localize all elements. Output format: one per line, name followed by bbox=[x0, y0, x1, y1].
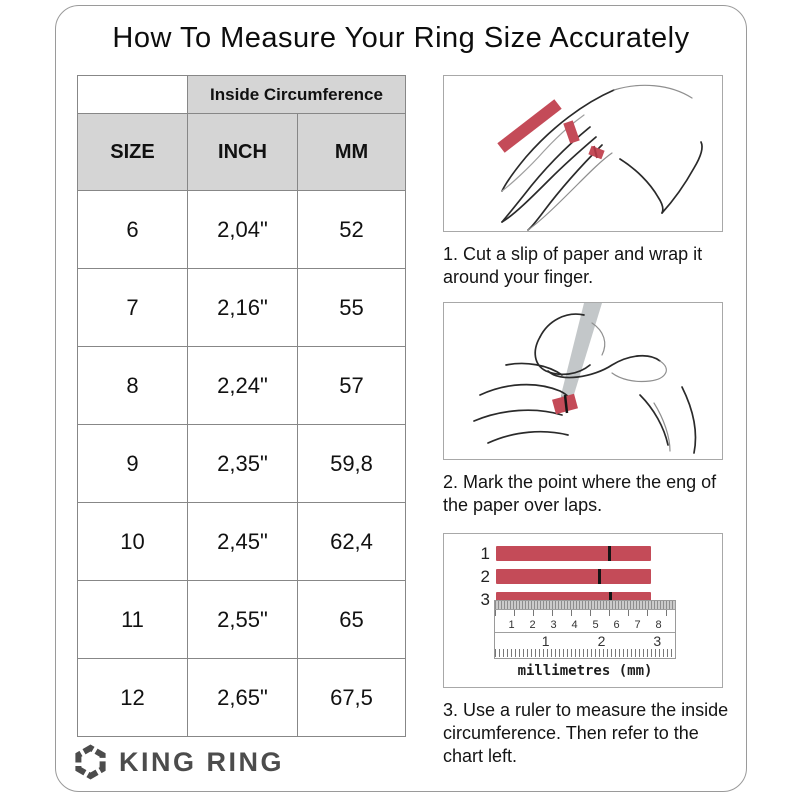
step1-image-box bbox=[443, 75, 723, 232]
mm-cell: 67,5 bbox=[298, 659, 406, 737]
paper-strip-2 bbox=[496, 569, 651, 584]
ruler-tick-number: 2 bbox=[529, 619, 536, 631]
hand-sketch bbox=[502, 85, 702, 230]
inside-circumference-header: Inside Circumference bbox=[188, 76, 406, 114]
table-row bbox=[78, 503, 406, 581]
inch-column-header: INCH bbox=[188, 114, 298, 191]
ruler-serrated-edge bbox=[495, 601, 675, 610]
ring-size-table bbox=[77, 75, 406, 737]
strip-label-3: 3 bbox=[480, 590, 490, 609]
table-row bbox=[78, 347, 406, 425]
ruler-top-scale bbox=[495, 610, 675, 632]
size-cell: 12 bbox=[78, 659, 188, 737]
ruler-bottom-scale bbox=[495, 632, 675, 657]
table-column-header-row bbox=[78, 114, 406, 191]
size-cell: 10 bbox=[78, 503, 188, 581]
ruler-tick-number: 5 bbox=[592, 619, 599, 631]
table-row bbox=[78, 191, 406, 269]
mm-cell: 62,4 bbox=[298, 503, 406, 581]
ruler-tick-number: 3 bbox=[550, 619, 557, 631]
mm-cell: 55 bbox=[298, 269, 406, 347]
inch-cell: 2,16" bbox=[188, 269, 298, 347]
paper-strip-1 bbox=[496, 546, 651, 561]
overlap-mark bbox=[598, 569, 601, 584]
ruler-tick-number: 4 bbox=[571, 619, 578, 631]
step2-caption: 2. Mark the point where the eng of the paper over laps. bbox=[443, 472, 717, 515]
table-row bbox=[78, 269, 406, 347]
size-cell: 8 bbox=[78, 347, 188, 425]
inch-cell: 2,24" bbox=[188, 347, 298, 425]
inch-cell: 2,35" bbox=[188, 425, 298, 503]
mm-column-header: MM bbox=[298, 114, 406, 191]
mm-cell: 52 bbox=[298, 191, 406, 269]
table-span-header-row bbox=[78, 76, 406, 114]
page-title: How To Measure Your Ring Size Accurately bbox=[112, 22, 690, 54]
step1-caption: 1. Cut a slip of paper and wrap it around your finger. bbox=[443, 244, 703, 287]
size-column-header: SIZE bbox=[78, 114, 188, 191]
hexagon-aperture-icon bbox=[73, 744, 108, 781]
mm-cell: 59,8 bbox=[298, 425, 406, 503]
ruler bbox=[494, 600, 676, 659]
strip-label-1: 1 bbox=[480, 544, 490, 563]
size-cell: 6 bbox=[78, 191, 188, 269]
marking-with-pencil-illustration bbox=[444, 303, 722, 459]
inch-cell: 2,65" bbox=[188, 659, 298, 737]
table-row bbox=[78, 659, 406, 737]
empty-corner-cell bbox=[78, 76, 188, 114]
ruler-tick-number: 3 bbox=[653, 633, 662, 649]
size-cell: 9 bbox=[78, 425, 188, 503]
table-row bbox=[78, 581, 406, 659]
overlap-mark bbox=[608, 546, 611, 561]
ruler-unit-label: millimetres (mm) bbox=[517, 663, 653, 679]
size-cell: 11 bbox=[78, 581, 188, 659]
size-cell: 7 bbox=[78, 269, 188, 347]
inch-cell: 2,55" bbox=[188, 581, 298, 659]
hand-with-paper-strip-illustration bbox=[444, 76, 722, 231]
ruler-tick-number: 8 bbox=[655, 619, 662, 631]
mm-cell: 57 bbox=[298, 347, 406, 425]
inch-cell: 2,04" bbox=[188, 191, 298, 269]
red-band-with-mark bbox=[554, 395, 576, 413]
step2-image-box bbox=[443, 302, 723, 460]
inch-cell: 2,45" bbox=[188, 503, 298, 581]
brand-name: KING RING bbox=[119, 747, 285, 777]
brand-logo bbox=[73, 744, 284, 781]
step3-image-box bbox=[443, 533, 723, 688]
strip-label-2: 2 bbox=[480, 567, 490, 586]
step3-caption: 3. Use a ruler to measure the inside circumference. Then refer to the chart left. bbox=[443, 700, 729, 766]
ruler-tick-number: 1 bbox=[541, 633, 550, 649]
ruler-tick-number: 7 bbox=[634, 619, 641, 631]
ruler-tick-number: 2 bbox=[597, 633, 606, 649]
ruler-tick-number: 6 bbox=[613, 619, 620, 631]
table-row bbox=[78, 425, 406, 503]
ruler-tick-number: 1 bbox=[508, 619, 515, 631]
mm-cell: 65 bbox=[298, 581, 406, 659]
